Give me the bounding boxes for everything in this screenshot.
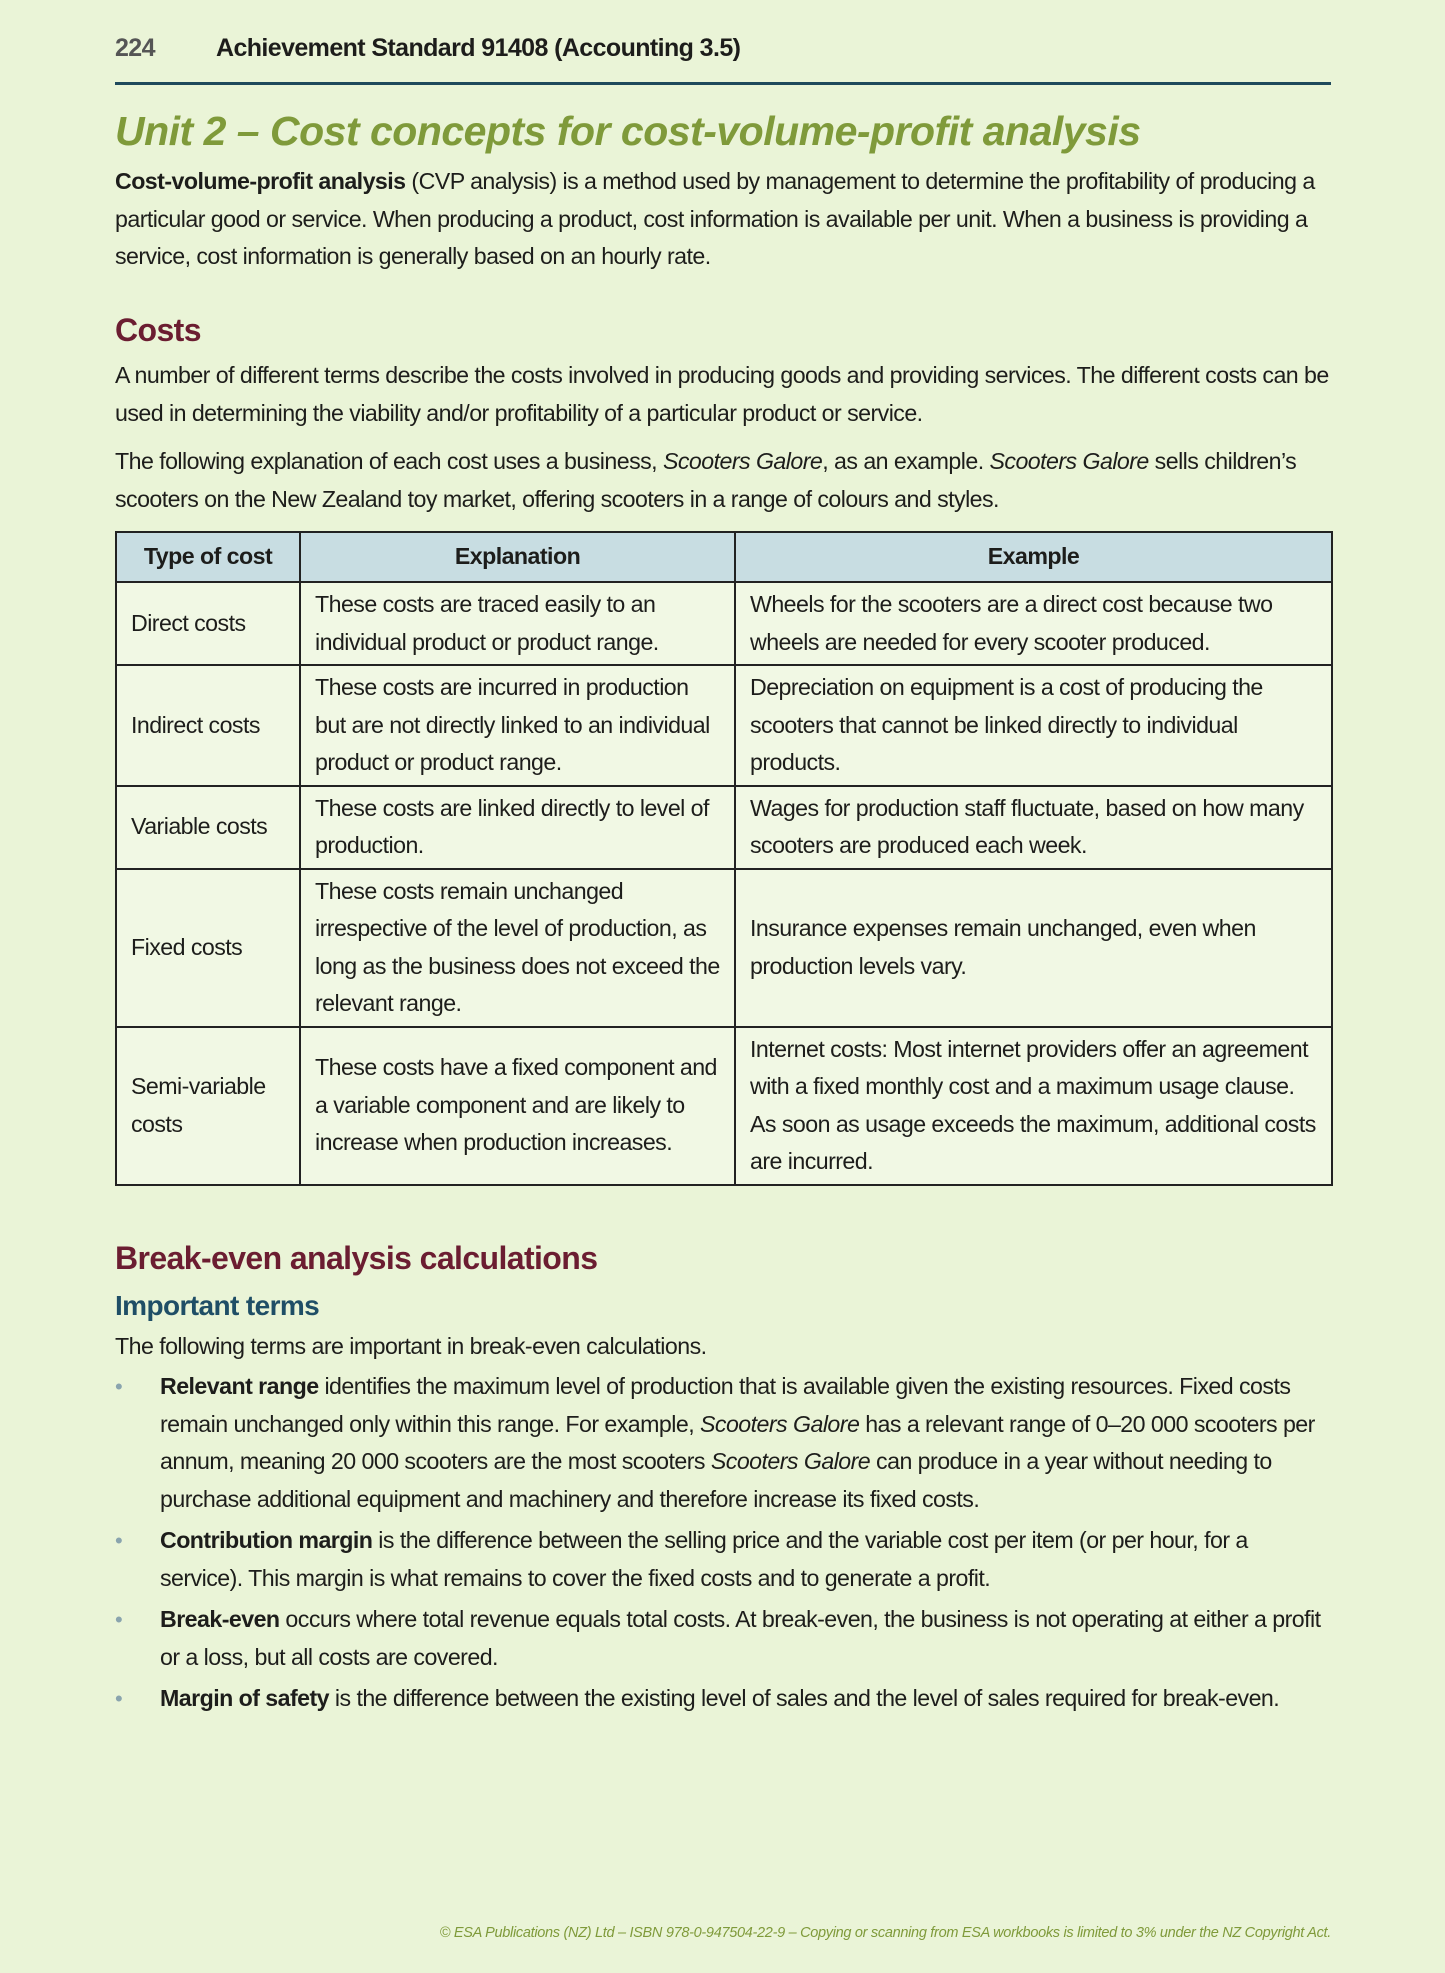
term-text: is the difference between the existing level of sales and the level of sales required for break-even. (329, 1685, 1280, 1711)
cost-type-cell: Fixed costs (116, 869, 300, 1027)
table-row (116, 582, 1332, 665)
term-name: Contribution margin (160, 1527, 373, 1553)
copyright-footer: © ESA Publications (NZ) Ltd – ISBN 978-0-947504-22-9 – Copying or scanning from ESA workbooks is limited to 3% under the NZ Copyright Act. (439, 1925, 1331, 1941)
page-number: 224 (115, 34, 155, 62)
intro-text: (CVP analysis) is a method used by management to determine the profitability of producing a particular good or service. When producing a product, cost information is available per unit. When a business is providing a service, cost information is generally based on an hourly rate. (115, 168, 1315, 269)
example-cell: Depreciation on equipment is a cost of producing the scooters that cannot be linked directly to individual products. (735, 665, 1332, 786)
para2-text-c: , as an example. (822, 448, 990, 474)
term-name: Relevant range (160, 1373, 319, 1399)
table-row (116, 665, 1332, 786)
standard-title: Achievement Standard 91408 (Accounting 3.5) (216, 34, 741, 62)
intro-paragraph (115, 163, 1331, 276)
list-item (115, 1522, 1331, 1597)
list-item (115, 1368, 1331, 1518)
business-name: Scooters Galore (700, 1410, 860, 1437)
explanation-cell: These costs are incurred in production but are not directly linked to an individual product or product range. (300, 665, 735, 786)
term-text: can produce in a year without needing to purchase additional equipment and machinery and therefore increase its fixed costs. (160, 1448, 1272, 1512)
column-header-explanation: Explanation (300, 532, 735, 582)
term-text: has a relevant range of 0–20 000 scooters per annum, meaning 20 000 scooters are the most scooters (160, 1410, 1315, 1474)
term-text: identifies the maximum level of production that is available given the existing resources. Fixed costs remain unchanged only within this range. For example, (160, 1373, 1291, 1437)
term-name: Margin of safety (160, 1685, 330, 1711)
list-item (115, 1680, 1331, 1718)
example-cell: Wages for production staff fluctuate, based on how many scooters are produced each week. (735, 786, 1332, 869)
table-header-row (116, 532, 1332, 582)
explanation-cell: These costs remain unchanged irrespective of the level of production, as long as the business does not exceed the relevant range. (300, 869, 735, 1027)
cost-type-cell: Direct costs (116, 582, 300, 665)
column-header-type: Type of cost (116, 532, 300, 582)
important-terms-list (115, 1368, 1331, 1722)
table-row (116, 869, 1332, 1027)
cost-type-cell: Semi-variable costs (116, 1027, 300, 1185)
example-cell: Insurance expenses remain unchanged, even when production levels vary. (735, 869, 1332, 1027)
intro-bold-lead: Cost-volume-profit analysis (115, 168, 406, 194)
term-text: is the difference between the selling price and the variable cost per item (or per hour, for a service). This margin is what remains to cover the fixed costs and to generate a profit. (160, 1527, 1248, 1591)
header-rule (115, 82, 1331, 85)
breakeven-heading: Break-even analysis calculations (115, 1240, 598, 1276)
running-head (115, 34, 740, 63)
list-item (115, 1601, 1331, 1676)
business-name: Scooters Galore (662, 448, 823, 474)
important-terms-heading: Important terms (115, 1290, 320, 1321)
bullet-icon: • (115, 1607, 123, 1632)
unit-title: Unit 2 – Cost concepts for cost-volume-profit analysis (115, 108, 1141, 154)
business-name: Scooters Galore (710, 1448, 871, 1474)
term-text: occurs where total revenue equals total costs. At break-even, the business is not operating at either a profit or a loss, but all costs are covered. (160, 1606, 1321, 1670)
term-name: Break-even (160, 1606, 280, 1632)
para2-text-e: sells children’s scooters on the New Zealand toy market, offering scooters in a range of colours and styles. (115, 448, 1297, 512)
bullet-icon: • (115, 1686, 123, 1711)
bullet-icon: • (115, 1374, 123, 1399)
breakeven-intro: The following terms are important in break-even calculations. (115, 1333, 707, 1359)
explanation-cell: These costs have a fixed component and a variable component and are likely to increase when production increases. (300, 1027, 735, 1185)
cost-types-table (115, 531, 1333, 1186)
explanation-cell: These costs are traced easily to an individual product or product range. (300, 582, 735, 665)
explanation-cell: These costs are linked directly to level of production. (300, 786, 735, 869)
para2-text-a: The following explanation of each cost uses a business, (115, 448, 663, 474)
cost-type-cell: Variable costs (116, 786, 300, 869)
column-header-example: Example (735, 532, 1332, 582)
costs-paragraph-2 (115, 443, 1331, 518)
cost-type-cell: Indirect costs (116, 665, 300, 786)
bullet-icon: • (115, 1528, 123, 1553)
example-cell: Wheels for the scooters are a direct cost because two wheels are needed for every scooter produced. (735, 582, 1332, 665)
example-cell: Internet costs: Most internet providers offer an agreement with a fixed monthly cost and a maximum usage clause. As soon as usage exceeds the maximum, additional costs are incurred. (735, 1027, 1332, 1185)
costs-paragraph-1: A number of different terms describe the costs involved in producing goods and providing services. The different costs can be used in determining the viability and/or profitability of a particular product or service. (115, 362, 1329, 426)
business-name: Scooters Galore (989, 448, 1149, 474)
costs-heading: Costs (115, 312, 201, 348)
table-row (116, 1027, 1332, 1185)
table-row (116, 786, 1332, 869)
